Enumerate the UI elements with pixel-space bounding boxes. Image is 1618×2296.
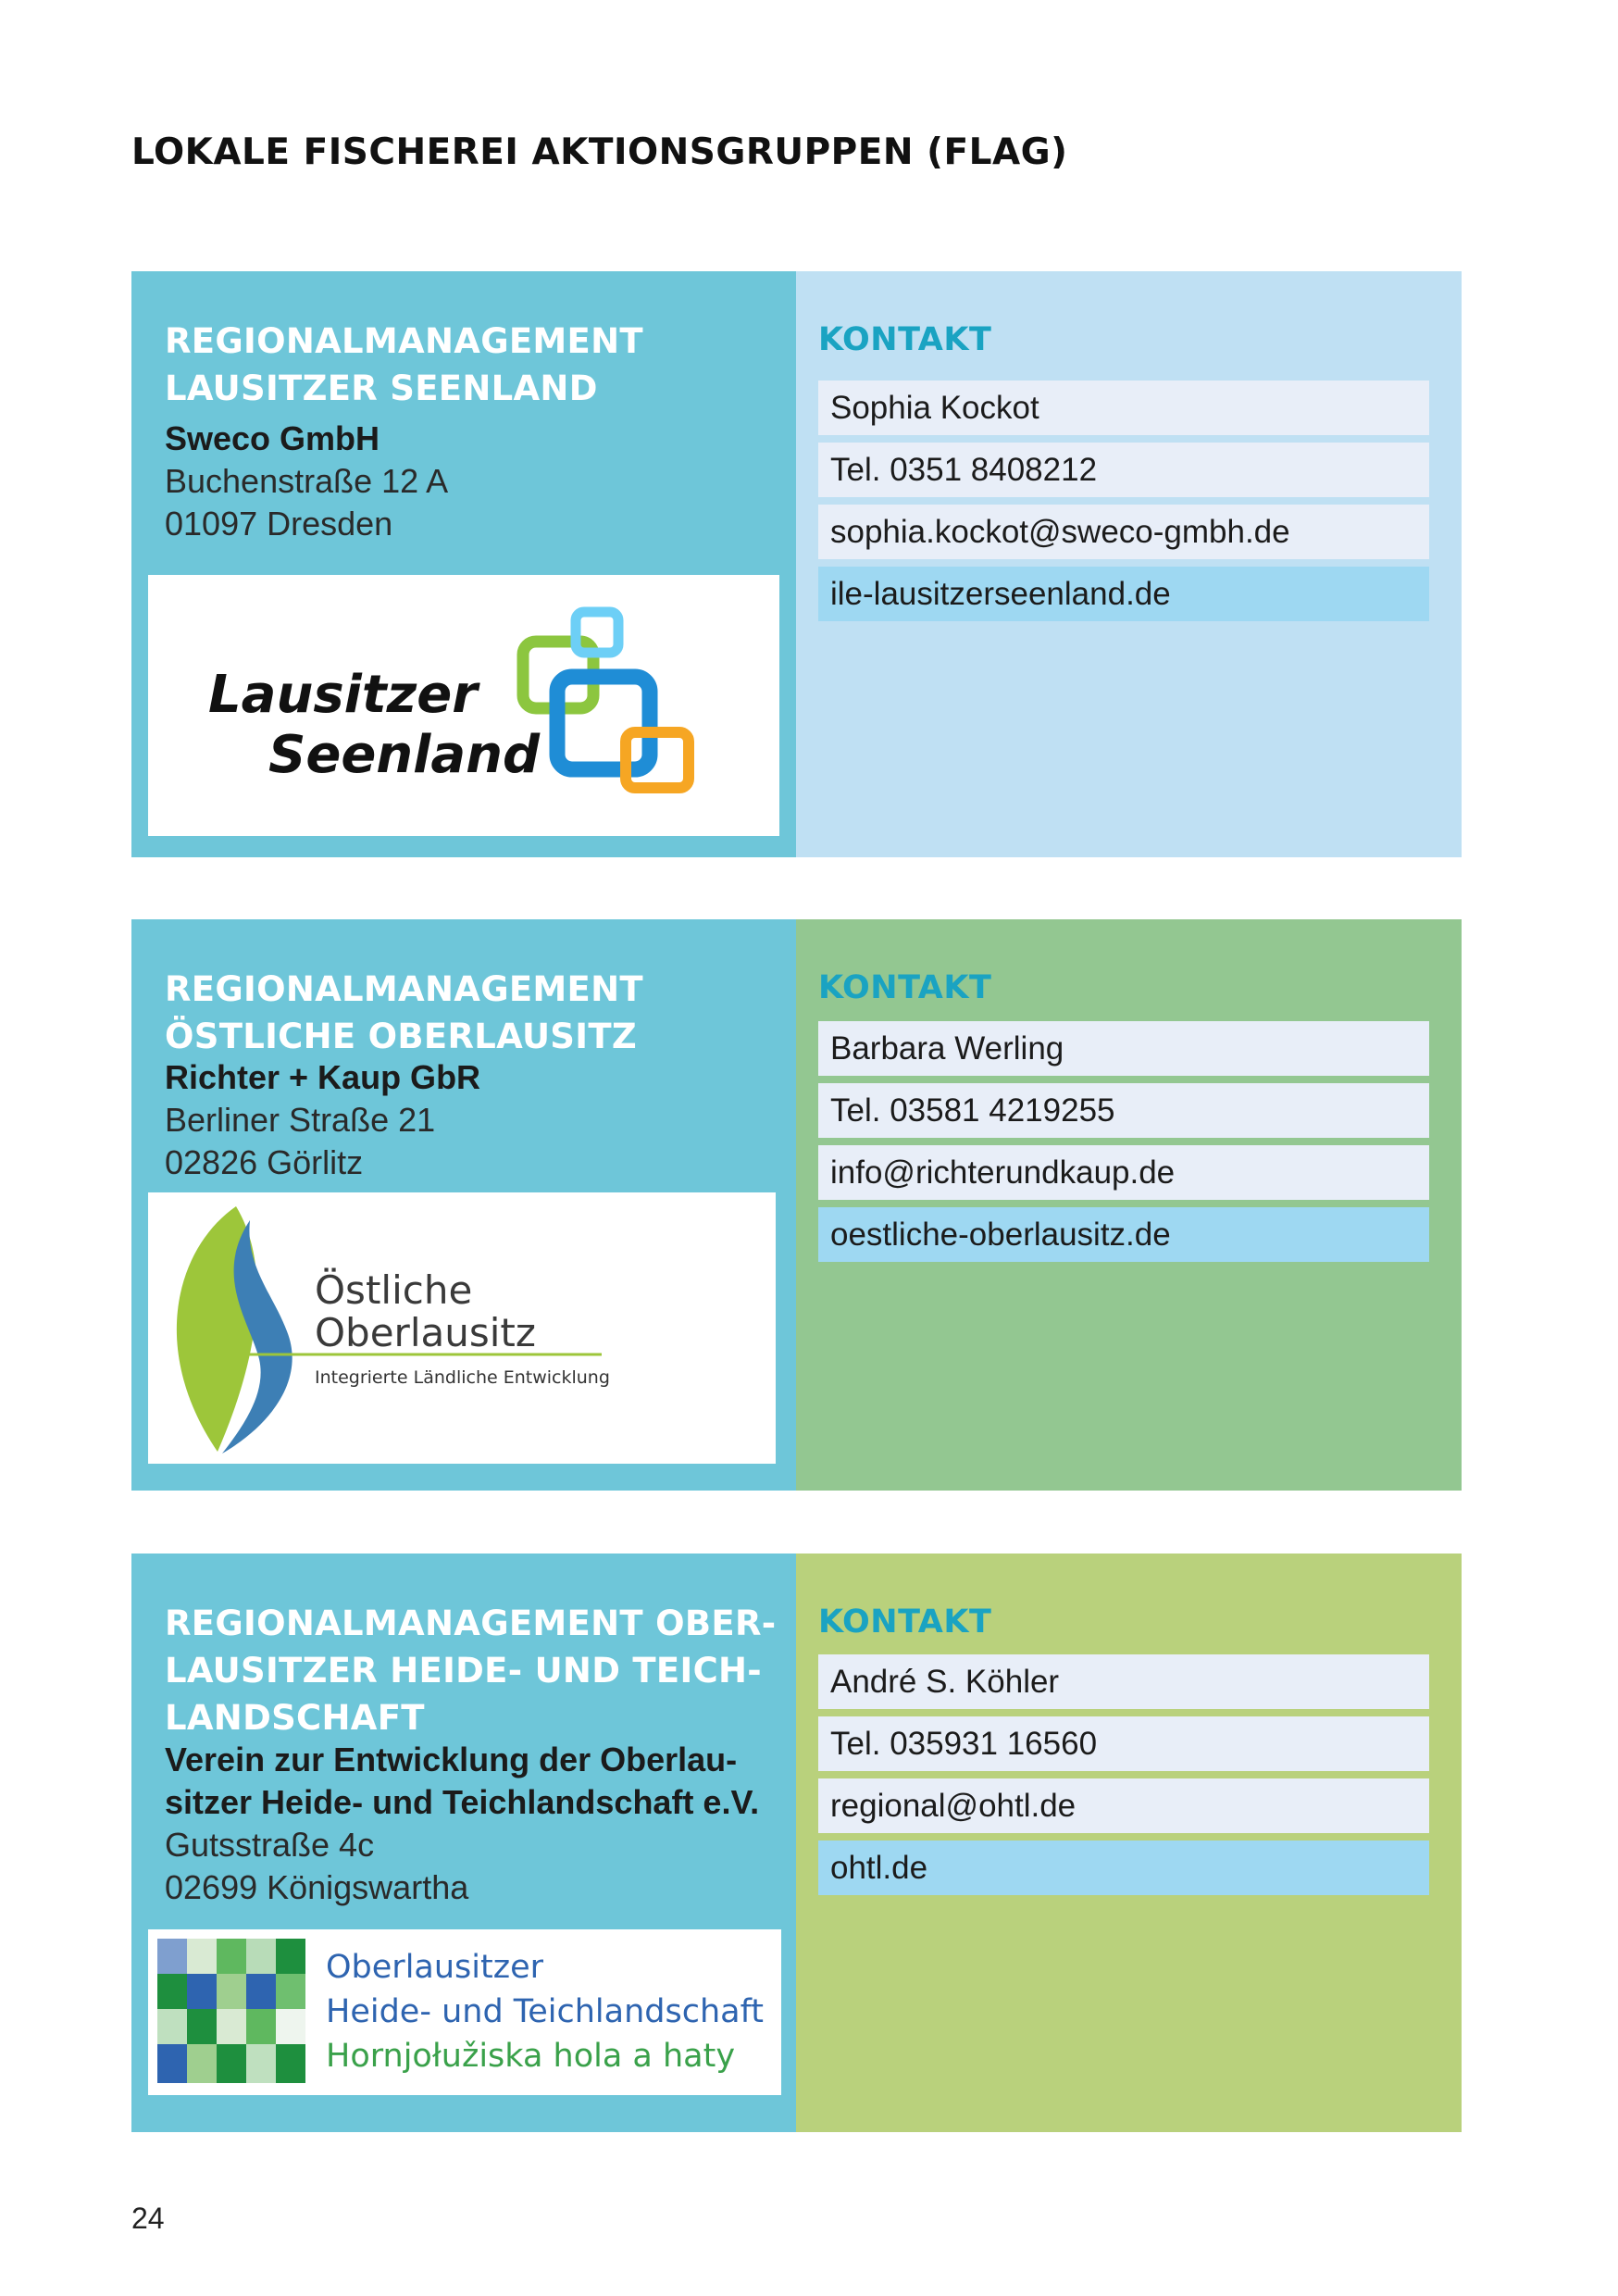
card-left-panel bbox=[131, 271, 796, 857]
flag-card-oberlausitzer-heide-teichlandschaft bbox=[131, 1554, 1462, 2132]
flag-card-oestliche-oberlausitz bbox=[131, 919, 1462, 1491]
org-street: Buchenstraße 12 A bbox=[165, 462, 449, 500]
page-number: 24 bbox=[131, 2202, 165, 2235]
org-name: Richter + Kaup GbR bbox=[165, 1058, 481, 1096]
org-address-block bbox=[165, 418, 776, 545]
org-city: 02826 Görlitz bbox=[165, 1143, 364, 1181]
org-city: 01097 Dresden bbox=[165, 505, 393, 543]
card-contact-panel bbox=[796, 919, 1462, 1491]
kontakt-label: KONTAKT bbox=[818, 969, 992, 1006]
org-address-block bbox=[165, 1056, 776, 1184]
card-left-panel bbox=[131, 919, 796, 1491]
logo-mosaic bbox=[157, 1939, 305, 2083]
org-name: Verein zur Entwicklung der Oberlau- sitzer Heide- und Teichlandschaft e.V. bbox=[165, 1741, 760, 1821]
card-left-panel bbox=[131, 1554, 796, 2132]
card-title: REGIONALMANAGEMENT LAUSITZER SEENLAND bbox=[165, 321, 643, 408]
org-name: Sweco GmbH bbox=[165, 419, 380, 457]
contact-name: Sophia Kockot bbox=[818, 381, 1429, 435]
lausitzer-seenland-logo bbox=[148, 575, 779, 836]
org-address-block bbox=[165, 1739, 776, 1909]
ohtl-logo-graphic bbox=[148, 1929, 781, 2095]
card-title: REGIONALMANAGEMENT ÖSTLICHE OBERLAUSITZ bbox=[165, 969, 643, 1056]
logo-blue-square bbox=[557, 677, 650, 769]
contact-phone[interactable]: Tel. 03581 4219255 bbox=[818, 1083, 1429, 1138]
lausitzer-seenland-logo-graphic bbox=[148, 575, 779, 836]
contact-phone[interactable]: Tel. 0351 8408212 bbox=[818, 443, 1429, 497]
card-title: REGIONALMANAGEMENT OBER- LAUSITZER HEIDE- UND TEICH- LANDSCHAFT bbox=[165, 1603, 777, 1738]
oberlausitzer-heide-teichlandschaft-logo bbox=[148, 1929, 781, 2095]
logo-text-line3: Integrierte Ländliche Entwicklung bbox=[315, 1367, 610, 1388]
logo-text-line2: Oberlausitz bbox=[315, 1310, 536, 1355]
flag-card-lausitzer-seenland bbox=[131, 271, 1462, 857]
contact-email[interactable]: sophia.kockot@sweco-gmbh.de bbox=[818, 505, 1429, 559]
kontakt-label: KONTAKT bbox=[818, 1603, 992, 1641]
logo-text-line3: Hornjołužiska hola a haty bbox=[326, 2038, 736, 2075]
contact-name: André S. Köhler bbox=[818, 1654, 1429, 1709]
logo-text-line2: Heide- und Teichlandschaft bbox=[326, 1993, 765, 2030]
logo-text-line1: Oberlausitzer bbox=[326, 1949, 544, 1986]
org-city: 02699 Königswartha bbox=[165, 1868, 469, 1906]
page-title: LOKALE FISCHEREI AKTIONSGRUPPEN (FLAG) bbox=[131, 131, 1068, 173]
contact-website[interactable]: ile-lausitzerseenland.de bbox=[818, 567, 1429, 621]
contact-email[interactable]: info@richterundkaup.de bbox=[818, 1145, 1429, 1200]
org-street: Berliner Straße 21 bbox=[165, 1101, 436, 1139]
org-street: Gutsstraße 4c bbox=[165, 1826, 375, 1864]
kontakt-label: KONTAKT bbox=[818, 321, 992, 358]
card-contact-panel bbox=[796, 271, 1462, 857]
card-contact-panel bbox=[796, 1554, 1462, 2132]
oestliche-oberlausitz-logo bbox=[148, 1192, 776, 1464]
logo-text-line1: Lausitzer bbox=[208, 665, 478, 725]
logo-text-line1: Östliche bbox=[315, 1267, 473, 1313]
contact-website[interactable]: ohtl.de bbox=[818, 1841, 1429, 1895]
oestliche-oberlausitz-logo-graphic bbox=[148, 1192, 776, 1464]
contact-email[interactable]: regional@ohtl.de bbox=[818, 1778, 1429, 1833]
contact-phone[interactable]: Tel. 035931 16560 bbox=[818, 1716, 1429, 1771]
contact-website[interactable]: oestliche-oberlausitz.de bbox=[818, 1207, 1429, 1262]
contact-name: Barbara Werling bbox=[818, 1021, 1429, 1076]
logo-text-line2: Seenland bbox=[268, 725, 541, 785]
